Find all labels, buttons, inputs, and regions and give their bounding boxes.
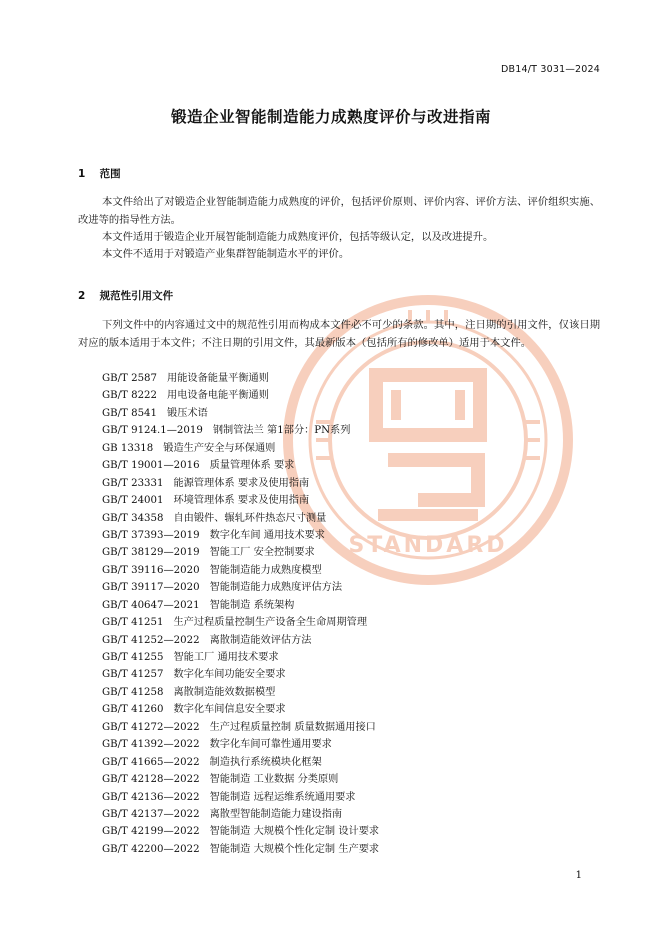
section-heading-scope — [78, 166, 121, 181]
section-title: 规范性引用文件 — [99, 290, 174, 302]
reference-code: GB/T 41255 — [102, 652, 164, 663]
reference-code: GB/T 41251 — [102, 617, 164, 629]
reference-item — [102, 405, 379, 422]
reference-title: 离散制造能效数据模型 — [173, 686, 276, 698]
reference-title: 智能制造 大规模个性化定制 设计要求 — [209, 826, 380, 838]
reference-item — [102, 632, 379, 649]
reference-item — [102, 614, 379, 631]
reference-item — [102, 754, 379, 771]
reference-code: GB/T 42137—2022 — [102, 808, 200, 820]
reference-code: GB/T 42200—2022 — [102, 843, 200, 855]
reference-title: 钢制管法兰 第1部分：PN系列 — [212, 425, 351, 437]
document-title: 锻造企业智能制造能力成熟度评价与改进指南 — [170, 108, 491, 126]
reference-item — [102, 544, 379, 561]
reference-item — [102, 684, 379, 701]
reference-item — [102, 719, 379, 736]
section-number: 1 — [78, 168, 86, 180]
reference-item — [102, 771, 379, 788]
reference-title: 智能制造 系统架构 — [209, 599, 295, 611]
reference-code: GB/T 41252—2022 — [102, 634, 200, 646]
reference-code: GB/T 39117—2020 — [102, 582, 200, 594]
paragraph: 下列文件中的内容通过文中的规范性引用而构成本文件必不可少的条款。其中，注日期的引用文件，仅该日期对应的版本适用于本文件；不注日期的引用文件，其最新版本（包括所有的修改单）适用于本文件。 — [78, 319, 600, 349]
reference-code: GB 13318 — [102, 442, 154, 454]
reference-code: GB/T 38129—2019 — [102, 547, 200, 559]
paragraph: 本文件不适用于对锻造产业集群智能制造水平的评价。 — [102, 248, 350, 260]
reference-item — [102, 806, 379, 823]
section-title: 范围 — [99, 168, 121, 180]
reference-item — [102, 422, 379, 439]
reference-item — [102, 597, 379, 614]
reference-title: 生产过程质量控制生产设备全生命周期管理 — [173, 617, 368, 629]
reference-title: 用电设备电能平衡通则 — [167, 390, 269, 402]
reference-title: 生产过程质量控制 质量数据通用接口 — [209, 721, 376, 733]
reference-item — [102, 492, 379, 509]
reference-item — [102, 475, 379, 492]
page-number: 1 — [575, 870, 582, 881]
paragraph: 本文件适用于锻造企业开展智能制造能力成熟度评价，包括等级认定，以及改进提升。 — [102, 231, 494, 243]
reference-item — [102, 457, 379, 474]
reference-item — [102, 440, 379, 457]
reference-item — [102, 666, 379, 683]
reference-code: GB/T 9124.1—2019 — [102, 425, 203, 437]
reference-code: GB/T 41257 — [102, 669, 164, 681]
reference-title: 锻造生产安全与环保通则 — [163, 442, 276, 454]
reference-title: 智能制造能力成熟度评估方法 — [209, 582, 343, 594]
reference-title: 数字化车间可靠性通用要求 — [209, 739, 332, 751]
reference-code: GB/T 34358 — [102, 512, 164, 524]
reference-item — [102, 562, 379, 579]
reference-title: 智能制造 大规模个性化定制 生产要求 — [209, 843, 380, 855]
reference-item — [102, 510, 379, 527]
reference-item — [102, 841, 379, 858]
reference-code: GB/T 42199—2022 — [102, 826, 200, 838]
reference-title: 智能制造 远程运维系统通用要求 — [209, 791, 356, 803]
reference-code: GB/T 39116—2020 — [102, 564, 200, 576]
reference-code: GB/T 19001—2016 — [102, 460, 200, 472]
reference-code: GB/T 41392—2022 — [102, 739, 200, 751]
reference-title: 数字化车间信息安全要求 — [173, 704, 286, 716]
reference-title: 智能制造能力成熟度模型 — [209, 564, 322, 576]
reference-item — [102, 823, 379, 840]
reference-code: GB/T 41260 — [102, 704, 164, 716]
reference-code: GB/T 41665—2022 — [102, 756, 200, 768]
reference-code: GB/T 41258 — [102, 686, 164, 698]
reference-item — [102, 789, 379, 806]
reference-code: GB/T 42128—2022 — [102, 774, 200, 786]
reference-title: 制造执行系统模块化框架 — [209, 756, 322, 768]
reference-title: 智能工厂 安全控制要求 — [209, 547, 315, 559]
document-code: DB14/T 3031—2024 — [501, 64, 600, 75]
reference-title: 环境管理体系 要求及使用指南 — [173, 495, 310, 507]
reference-title: 离散制造能效评估方法 — [209, 634, 312, 646]
reference-title: 自由锻件、辗轧环件热态尺寸测量 — [173, 512, 327, 524]
reference-code: GB/T 23331 — [102, 477, 164, 489]
reference-title: 智能工厂 通用技术要求 — [173, 652, 279, 663]
paragraph: 本文件给出了对锻造企业智能制造能力成熟度的评价，包括评价原则、评价内容、评价方法、评价组织实施、改进等的指导性方法。 — [78, 196, 600, 226]
reference-item — [102, 649, 379, 666]
reference-code: GB/T 41272—2022 — [102, 721, 200, 733]
reference-code: GB/T 2587 — [102, 373, 158, 384]
reference-item — [102, 370, 379, 387]
reference-list — [102, 370, 379, 858]
reference-title: 用能设备能量平衡通则 — [167, 373, 269, 384]
reference-title: 数字化车间 通用技术要求 — [209, 529, 325, 541]
reference-code: GB/T 37393—2019 — [102, 529, 200, 541]
reference-code: GB/T 40647—2021 — [102, 599, 200, 611]
reference-title: 锻压术语 — [167, 407, 208, 419]
reference-title: 智能制造 工业数据 分类原则 — [209, 774, 339, 786]
reference-code: GB/T 8541 — [102, 407, 158, 419]
reference-title: 离散型智能制造能力建设指南 — [209, 808, 343, 820]
reference-title: 质量管理体系 要求 — [209, 460, 295, 472]
reference-title: 数字化车间功能安全要求 — [173, 669, 286, 681]
reference-item — [102, 579, 379, 596]
reference-item — [102, 387, 379, 404]
reference-code: GB/T 8222 — [102, 390, 158, 402]
reference-code: GB/T 24001 — [102, 495, 164, 507]
reference-item — [102, 527, 379, 544]
reference-title: 能源管理体系 要求及使用指南 — [173, 477, 310, 489]
watermark-text: STANDARD — [348, 533, 508, 558]
reference-code: GB/T 42136—2022 — [102, 791, 200, 803]
reference-item — [102, 736, 379, 753]
section-number: 2 — [78, 290, 86, 302]
section-heading-normative-references — [78, 288, 173, 303]
reference-item — [102, 701, 379, 718]
